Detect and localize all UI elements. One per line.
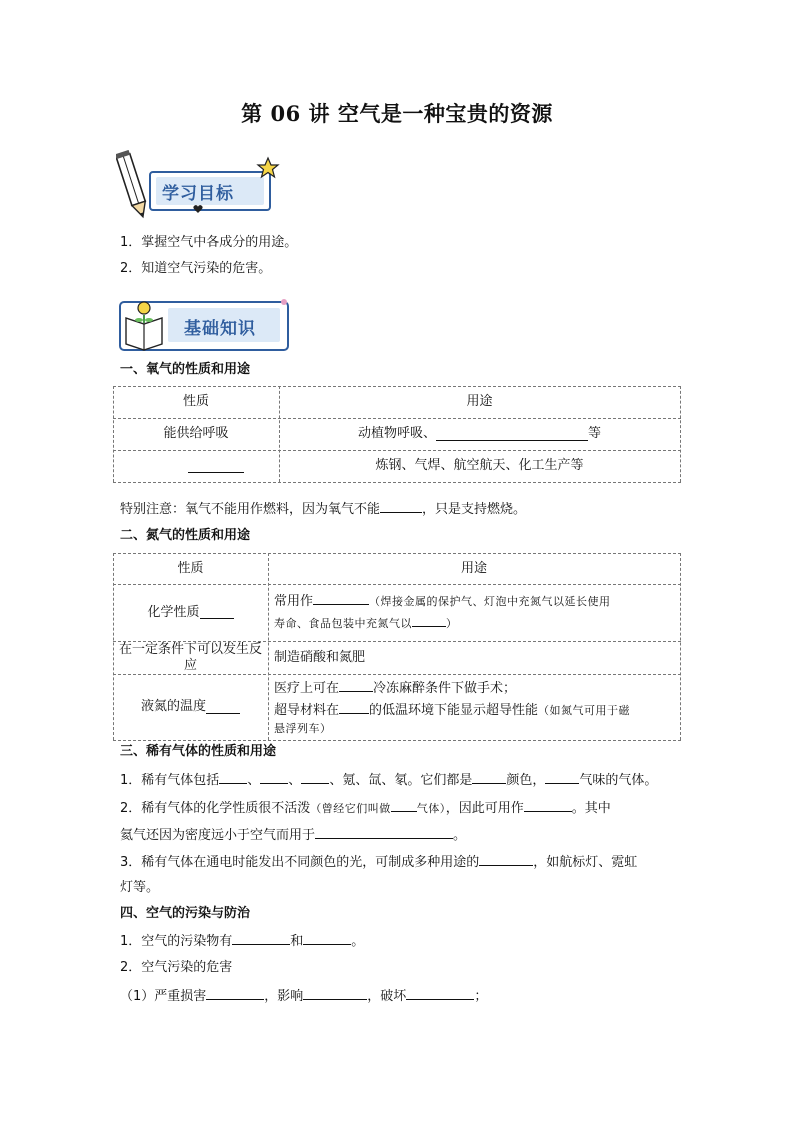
cell-text: 冷冻麻醉条件下做手术； (373, 681, 517, 696)
fill-blank[interactable] (200, 606, 234, 619)
fill-blank[interactable] (232, 932, 290, 945)
paragraph-line (120, 853, 637, 871)
table-header-property: 性质 (182, 394, 209, 409)
cell-note: （如氮气可用于磁 (538, 704, 631, 717)
table-header-use: 用途 (466, 394, 493, 409)
paragraph-line: 灯等。 (120, 880, 160, 895)
table-cell (113, 450, 279, 482)
text: 、 (329, 773, 343, 788)
fill-blank[interactable] (206, 987, 264, 1000)
fill-blank[interactable] (524, 799, 572, 812)
cell-text: 动植物呼吸、 (357, 426, 436, 441)
fill-blank[interactable] (260, 771, 288, 784)
section-heading-air-pollution: 四、空气的污染与防治 (120, 906, 251, 921)
basic-knowledge-label: 基础知识 (184, 319, 256, 339)
text: 。 (453, 828, 467, 843)
text: 。 (351, 934, 365, 949)
fill-blank[interactable] (391, 799, 417, 812)
page-title: 第 06 讲 空气是一种宝贵的资源 (241, 101, 553, 126)
cell-note: 悬浮列车） (274, 722, 332, 735)
table-cell (113, 584, 268, 641)
text: 颜色， (506, 773, 546, 788)
table-cell (113, 674, 268, 740)
text-note: （曾经它们叫做 (310, 802, 391, 815)
goal-item: 1．掌握空气中各成分的用途。 (120, 235, 298, 250)
fill-blank[interactable] (303, 932, 351, 945)
cell-note: 寿命、食品包装中充氮气以 (274, 616, 412, 630)
cell-note: （焊接金属的保护气、灯泡中充氮气以延长使用 (369, 594, 611, 608)
section-heading-nitrogen: 二、氮气的性质和用途 (120, 528, 251, 543)
table-cell (268, 674, 680, 740)
text: 氦气还因为密度远小于空气而用于 (120, 828, 316, 843)
cell-text: 等 (588, 426, 602, 441)
text: 。其中 (571, 801, 611, 816)
table-cell: 制造硝酸和氮肥 (274, 649, 366, 665)
oxygen-note (120, 500, 526, 518)
section-heading-oxygen: 一、氧气的性质和用途 (120, 362, 251, 377)
nitrogen-table (113, 553, 681, 740)
text: 1．稀有气体包括 (120, 773, 220, 788)
text: 、 (288, 773, 302, 788)
fill-blank[interactable] (545, 771, 579, 784)
table-cell: 炼钢、气焊、航空航天、化工生产等 (375, 458, 584, 473)
fill-blank[interactable] (313, 592, 369, 605)
fill-blank[interactable] (188, 460, 244, 473)
cell-text: 化学性质 (147, 604, 200, 620)
cell-text: 医疗上可在 (274, 681, 340, 696)
cell-text: 的低温环境下能显示超导性能 (369, 703, 539, 718)
text: 和 (290, 934, 304, 949)
paragraph-line (120, 771, 657, 789)
text: 、 (247, 773, 261, 788)
table-cell (268, 584, 680, 641)
note-text: ，只是支持燃烧。 (422, 502, 527, 517)
fill-blank[interactable] (380, 500, 422, 513)
fill-blank[interactable] (339, 679, 373, 692)
oxygen-table (113, 386, 681, 482)
table-cell: 在一定条件下可以发生反应 (118, 641, 262, 673)
text: 1．空气的污染物有 (120, 934, 233, 949)
section-heading-noble-gases: 三、稀有气体的性质和用途 (120, 744, 277, 759)
text: 3．稀有气体在通电时能发出不同颜色的光，可制成多种用途的 (120, 855, 480, 870)
fill-blank[interactable] (339, 701, 369, 714)
learning-goals-banner (116, 150, 281, 222)
cell-text: 超导材料在 (274, 703, 340, 718)
paragraph-line (120, 932, 364, 950)
paragraph-line: 2．空气污染的危害 (120, 960, 233, 975)
paragraph-line (120, 799, 611, 817)
text: ，影响 (264, 989, 304, 1004)
fill-blank[interactable] (406, 987, 474, 1000)
fill-blank[interactable] (219, 771, 247, 784)
fill-blank[interactable] (315, 826, 453, 839)
table-header-use: 用途 (460, 560, 487, 576)
cell-text: 常用作 (274, 593, 314, 609)
cell-text: 液氮的温度 (140, 699, 206, 714)
fill-blank[interactable] (412, 614, 446, 627)
text: ，如航标灯、霓虹 (533, 855, 638, 870)
text: （1）严重损害 (120, 989, 207, 1004)
table-header-property: 性质 (177, 560, 204, 576)
table-cell (279, 418, 680, 450)
learning-goals-label: 学习目标 (162, 184, 234, 204)
text: ，破坏 (367, 989, 407, 1004)
text-note: 气体） (416, 802, 446, 815)
fill-blank[interactable] (303, 987, 367, 1000)
text: 气味的气体。 (579, 773, 658, 788)
text: 2．稀有气体的化学性质很不活泼 (120, 801, 311, 816)
note-text: 特别注意：氧气不能用作燃料，因为氧气不能 (120, 502, 381, 517)
text: ； (474, 989, 488, 1004)
fill-blank[interactable] (206, 701, 240, 714)
cell-note: ） (446, 616, 458, 630)
fill-blank[interactable] (479, 853, 533, 866)
text: 氪、氙、氡。它们都是 (342, 773, 473, 788)
goal-item: 2．知道空气污染的危害。 (120, 261, 272, 276)
paragraph-line (120, 987, 487, 1005)
fill-blank[interactable] (301, 771, 329, 784)
fill-blank[interactable] (436, 428, 588, 441)
text: ，因此可用作 (445, 801, 524, 816)
table-cell: 能供给呼吸 (163, 426, 229, 441)
fill-blank[interactable] (472, 771, 506, 784)
basic-knowledge-banner (118, 296, 293, 354)
paragraph-line (120, 826, 466, 844)
